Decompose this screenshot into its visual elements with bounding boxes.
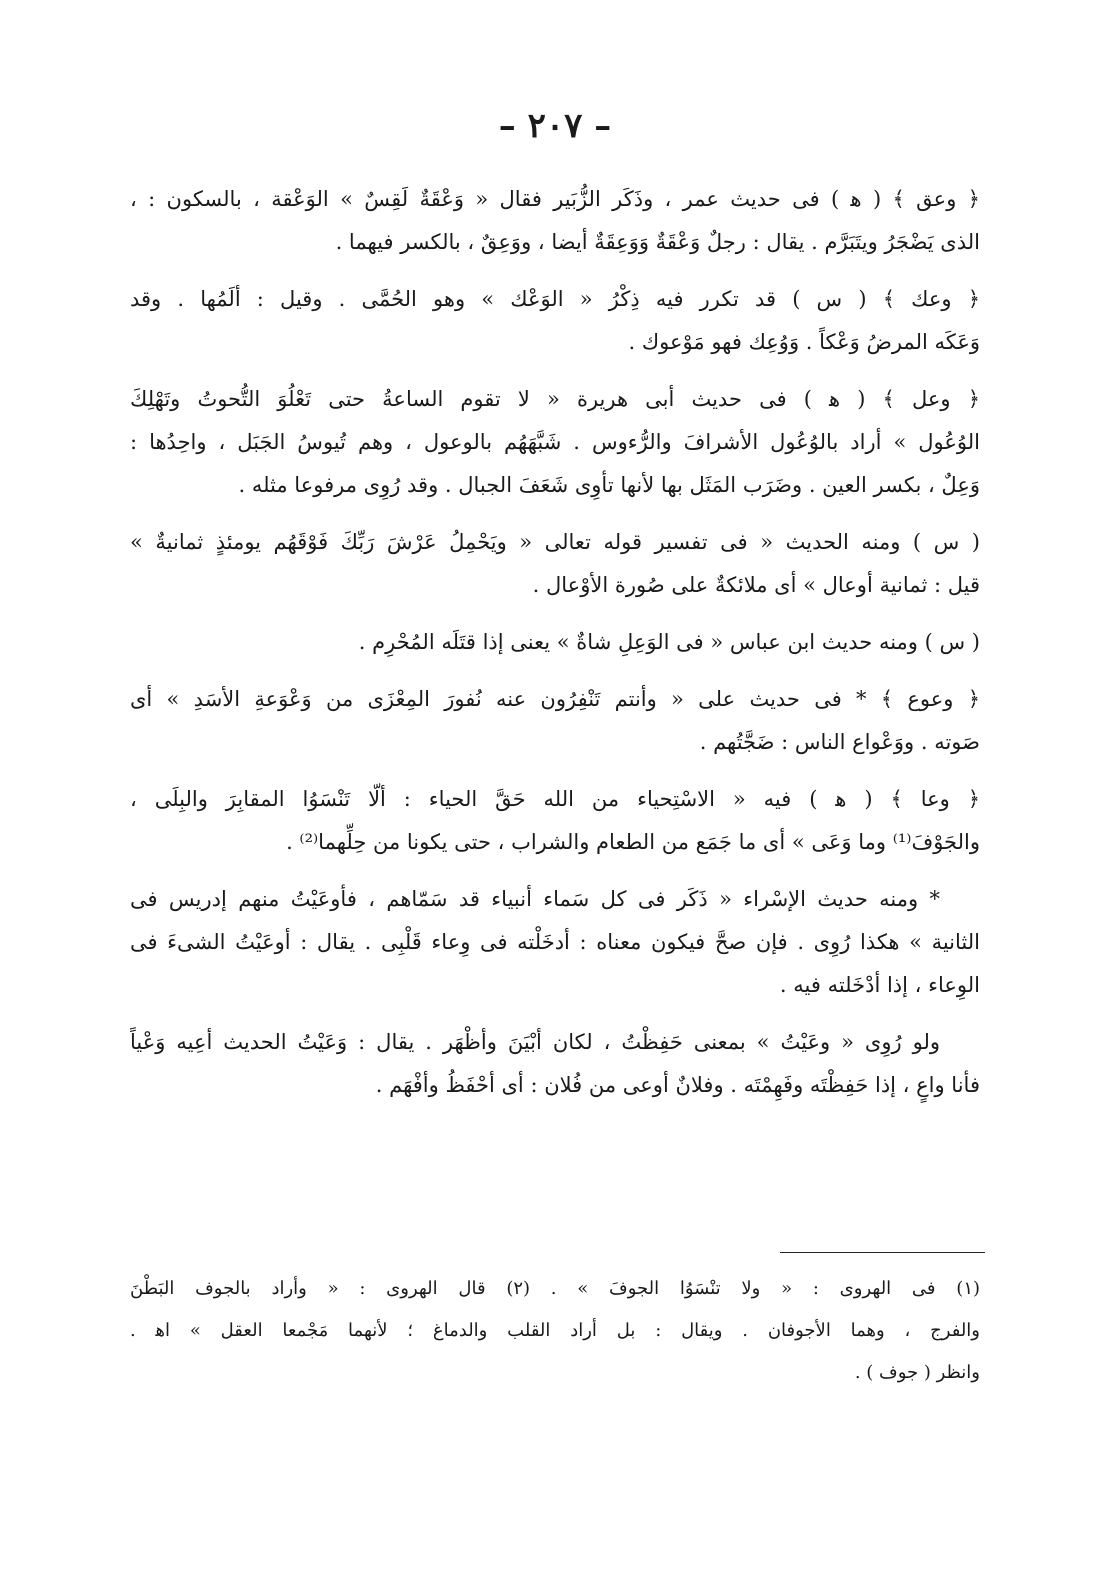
footnotes: [130, 1268, 980, 1394]
footnote-line: (١) فى الهروى : « ولا تنْسَوُا الجوفَ » . (٢) قال الهروى : « وأراد بالجوف البَطْنَ: [130, 1278, 980, 1299]
page-number: – ٢٠٧ –: [498, 106, 612, 146]
text-line: الثانية » هكذا رُوِى . فإن صحَّ فيكون معناه : أدخَلْته فى وِعاء قَلْبِى . يقال : أوعَيْتُ الشىءَ فى: [130, 930, 980, 954]
paragraph: [130, 1021, 980, 1107]
text-line: الوُعُول » أراد بالوُعُول الأشرافَ والرُّءوس . شَبَّهَهُم بالوعول ، وهم تُيوسُ الجَبَل ، واحِدُها :: [130, 430, 980, 454]
text-line: ﴿ وعوع ﴾ * فى حديث على « وأنتم تَنْفِرُون عنه نُفورَ المِعْزَى من وَعْوَعةِ الأسَدِ » أى: [130, 687, 980, 711]
text-line: ولو رُوِى « وعَيْتُ » بمعنى حَفِظْتُ ، لكان أبْيَنَ وأظْهَر . يقال : وَعَيْتُ الحديث أعِيه وَعْياً: [130, 1030, 940, 1054]
text-line: ( س ) ومنه الحديث « فى تفسير قوله تعالى « ويَحْمِلُ عَرْشَ رَبِّكَ فَوْقَهُم يومئذٍ ثمانيةٌ »: [130, 530, 980, 554]
text-line: ﴿ وعك ﴾ ( س ) قد تكرر فيه ذِكْرُ « الوَعْك » وهو الحُمَّى . وقيل : ألَمُها . وقد: [130, 287, 980, 311]
text-line: ( س ) ومنه حديث ابن عباس « فى الوَعِلِ شاةٌ » يعنى إذا قتَلَه المُحْرِم .: [358, 630, 980, 654]
paragraph: [130, 178, 980, 264]
text-line: الذى يَضْجَرُ ويتَبَرَّم . يقال : رجلٌ وَعْقَةٌ وَوَعِقَةٌ أيضا ، ووَعِقٌ ، بالكسر فيهما .: [335, 230, 980, 254]
main-text: [130, 178, 980, 1121]
footnote-lines-container: [130, 1268, 980, 1394]
text-line: وَعِلٌ ، بكسر العين . وضَرَب المَثَل بها لأنها تأوِى شَعَفَ الجبال . وقد رُوِى مرفوعا مثله .: [238, 473, 980, 497]
paragraph: [130, 778, 980, 864]
footnote-line: والفرج ، وهما الأجوفان . ويقال : بل أراد القلب والدماغ ؛ لأنهما مَجْمعا العقل » اﻫ .: [130, 1320, 980, 1341]
text-line: ﴿ وعا ﴾ ( ﻫ ) فيه « الاسْتِحياء من الله حَقَّ الحياء : ألّا تَنْسَوُا المقابِرَ والبِلَى ،: [130, 787, 980, 811]
text-line: وَعَكَه المرضُ وَعْكاً . وَوُعِك فهو مَوْعوك .: [628, 330, 980, 354]
paragraph: [130, 521, 980, 607]
paragraph: [130, 678, 980, 764]
text-line: ﴿ وعل ﴾ ( ﻫ ) فى حديث أبى هريرة « لا تقوم الساعةُ حتى تَعْلُوَ التُّحوتُ وتَهْلِكَ: [130, 387, 980, 411]
text-line: الوِعاء ، إذا أدْخَلته فيه .: [779, 973, 980, 997]
paragraph: [130, 878, 980, 1007]
text-line: صَوته . ووَعْواع الناس : ضَجَّتُهم .: [699, 730, 980, 754]
footnote-line: وانظر ( جوف ) .: [854, 1362, 980, 1383]
paragraph: [130, 378, 980, 507]
footnote-divider: [780, 1252, 985, 1253]
text-line: ﴿ وعق ﴾ ( ﻫ ) فى حديث عمر ، وذَكَر الزُّبَير فقال « وَعْقَةٌ لَقِسٌ » الوَعْقة ، بالسكون : ،: [130, 187, 980, 211]
paragraphs-container: [130, 178, 980, 1107]
text-line: * ومنه حديث الإسْراء « ذَكَر فى كل سَماء أنبياء قد سَمّاهم ، فأوعَيْتُ منهم إدريس فى: [130, 887, 940, 911]
text-line: فأنا واعٍ ، إذا حَفِظْتَه وفَهِمْتَه . وفلانٌ أوعى من فُلان : أى أحْفَظُ وأفْهَم .: [375, 1073, 980, 1097]
text-line: قيل : ثمانية أوعال » أى ملائكةٌ على صُورة الأوْعال .: [532, 573, 980, 597]
paragraph: [130, 621, 980, 664]
text-line: والجَوْفَ⁽¹⁾ وما وَعَى » أى ما جَمَع من الطعام والشراب ، حتى يكونا من حِلِّهما⁽²⁾ .: [286, 830, 980, 854]
paragraph: [130, 278, 980, 364]
